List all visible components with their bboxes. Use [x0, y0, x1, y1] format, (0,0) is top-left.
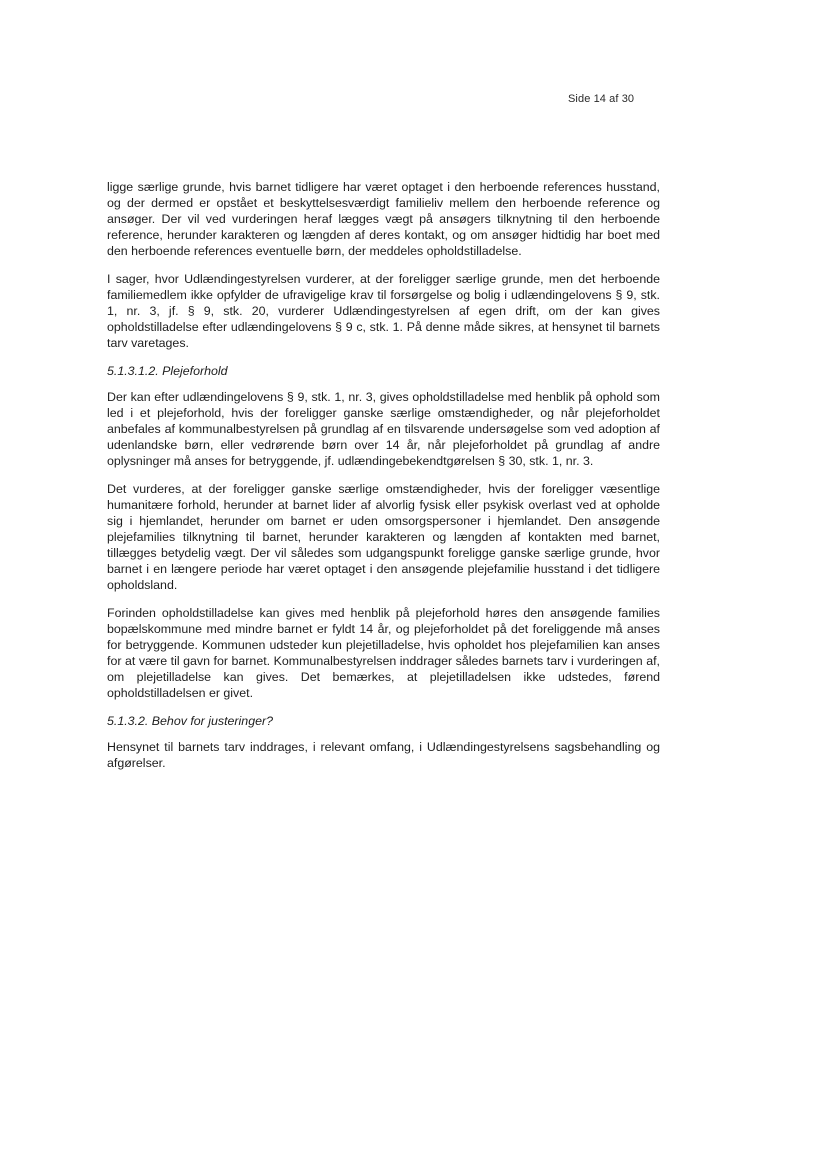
paragraph: ligge særlige grunde, hvis barnet tidligere har været optaget i den herboende references husstand, og der dermed er opstået et beskyttelsesværdigt familieliv mellem den herboende reference og ansøger. Der vil ved vurderingen heraf lægges vægt på ansøgers tilknytning til den herboende reference, herunder karakteren og længden af deres kontakt, og om ansøger hidtidig har boet med den herboende references eventuelle børn, der meddeles opholdstilladelse.: [107, 180, 660, 258]
paragraph: Forinden opholdstilladelse kan gives med henblik på plejeforhold høres den ansøgende families bopælskommune med mindre barnet er fyldt 14 år, og plejeforholdet på det foreliggende må anses for betryggende. Kommunen udsteder kun plejetilladelse, hvis opholdet hos plejefamilien kan anses for at være til gavn for barnet. Kommunalbestyrelsen inddrager således barnets tarv i vurderingen af, om plejetilladelse kan gives. Det bemærkes, at plejetilladelsen ikke udstedes, førend opholdstilladelsen er givet.: [107, 606, 660, 700]
paragraph: I sager, hvor Udlændingestyrelsen vurderer, at der foreligger særlige grunde, men det herboende familiemedlem ikke opfylder de ufravigelige krav til forsørgelse og bolig i udlændingelovens § 9, stk. 1, nr. 3, jf. § 9, stk. 20, vurderer Udlændingestyrelsen af egen drift, om der kan gives opholdstilladelse efter udlændingelovens § 9 c, stk. 1. På denne måde sikres, at hensynet til barnets tarv varetages.: [107, 272, 660, 350]
page-number: Side 14 af 30: [568, 93, 635, 105]
paragraph: Der kan efter udlændingelovens § 9, stk. 1, nr. 3, gives opholdstilladelse med henblik på ophold som led i et plejeforhold, hvis der foreligger ganske særlige omstændigheder, og når plejeforholdet anbefales af kommunalbestyrelsen på grundlag af en tilsvarende undersøgelse som ved adoption af udenlandske børn, eller vedrørende børn over 14 år, når plejeforholdet på grundlag af andre oplysninger må anses for betryggende, jf. udlændingebekendtgørelsen § 30, stk. 1, nr. 3.: [107, 390, 660, 468]
paragraph: Hensynet til barnets tarv inddrages, i relevant omfang, i Udlændingestyrelsens sagsbehandling og afgørelser.: [107, 740, 660, 770]
section-heading-plejeforhold: 5.1.3.1.2. Plejeforhold: [107, 364, 228, 378]
document-body: [107, 179, 660, 783]
paragraph: Det vurderes, at der foreligger ganske særlige omstændigheder, hvis der foreligger væsentlige humanitære forhold, herunder at barnet lider af alvorlig fysisk eller psykisk overlast ved at opholde sig i hjemlandet, herunder om barnet er uden omsorgspersoner i hjemlandet. Den ansøgende plejefamilies tilknytning til barnet, herunder karakteren og længden af kontakten med barnet, tillægges betydelig vægt. Der vil således som udgangspunkt foreligge ganske særlige grunde, hvor barnet i en længere periode har været optaget i den ansøgende plejefamilie husstand i det tidligere opholdsland.: [107, 482, 660, 592]
section-heading-behov-for-justeringer: 5.1.3.2. Behov for justeringer?: [107, 714, 273, 728]
